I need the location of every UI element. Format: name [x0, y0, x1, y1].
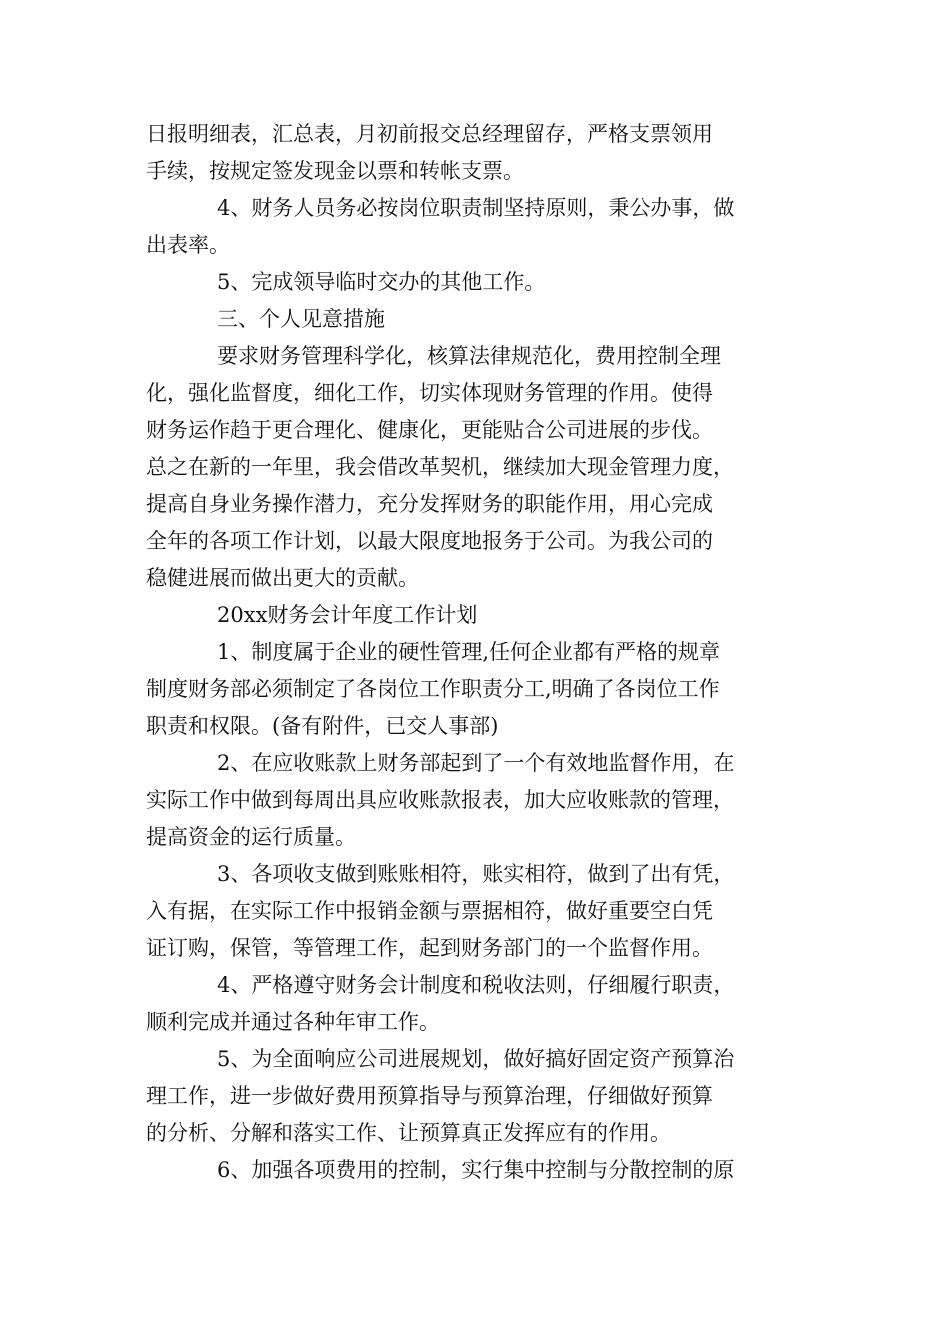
text-line: 三、个人见意措施: [217, 307, 385, 331]
text-line: 日报明细表，汇总表，月初前报交总经理留存，严格支票领用: [146, 122, 713, 146]
text-line: 财务运作趋于更合理化、健康化，更能贴合公司进展的步伐。: [146, 418, 713, 442]
text-line: 总之在新的一年里，我会借改革契机，继续加大现金管理力度，: [146, 455, 734, 479]
text-line: 提高自身业务操作潜力，充分发挥财务的职能作用，用心完成: [146, 492, 713, 516]
text-line: 要求财务管理科学化，核算法律规范化，费用控制全理: [217, 344, 721, 368]
text-line: 理工作，进一步做好费用预算指导与预算治理，仔细做好预算: [146, 1084, 713, 1108]
text-line: 入有据，在实际工作中报销金额与票据相符，做好重要空白凭: [146, 899, 713, 923]
text-line: 5、为全面响应公司进展规划，做好搞好固定资产预算治: [217, 1047, 735, 1071]
text-line: 稳健进展而做出更大的贡献。: [146, 566, 419, 590]
text-line: 手续，按规定签发现金以票和转帐支票。: [146, 159, 524, 183]
text-line: 全年的各项工作计划，以最大限度地报务于公司。为我公司的: [146, 529, 713, 553]
text-line: 20xx财务会计年度工作计划: [217, 603, 478, 627]
text-line: 6、加强各项费用的控制，实行集中控制与分散控制的原: [217, 1158, 735, 1182]
text-line: 顺利完成并通过各种年审工作。: [146, 1010, 440, 1034]
text-line: 证订购，保管，等管理工作，起到财务部门的一个监督作用。: [146, 936, 713, 960]
text-line: 提高资金的运行质量。: [146, 825, 356, 849]
document-page: [146, 116, 806, 1189]
text-line: 2、在应收账款上财务部起到了一个有效地监督作用，在: [217, 751, 735, 775]
text-line: 4、严格遵守财务会计制度和税收法则，仔细履行职责，: [217, 973, 735, 997]
text-line: 1、制度属于企业的硬性管理,任何企业都有严格的规章: [217, 640, 721, 664]
text-line: 化，强化监督度，细化工作，切实体现财务管理的作用。使得: [146, 381, 713, 405]
text-line: 职责和权限。(备有附件，已交人事部): [146, 714, 499, 738]
text-line: 实际工作中做到每周出具应收账款报表，加大应收账款的管理，: [146, 788, 734, 812]
text-line: 的分析、分解和落实工作、让预算真正发挥应有的作用。: [146, 1121, 671, 1145]
text-line: 制度财务部必须制定了各岗位工作职责分工,明确了各岗位工作: [146, 677, 720, 701]
text-line: 出表率。: [146, 233, 230, 257]
text-line: 5、完成领导临时交办的其他工作。: [217, 270, 546, 294]
text-line: 4、财务人员务必按岗位职责制坚持原则，秉公办事，做: [217, 196, 735, 220]
text-line: 3、各项收支做到账账相符，账实相符，做到了出有凭，: [217, 862, 735, 886]
